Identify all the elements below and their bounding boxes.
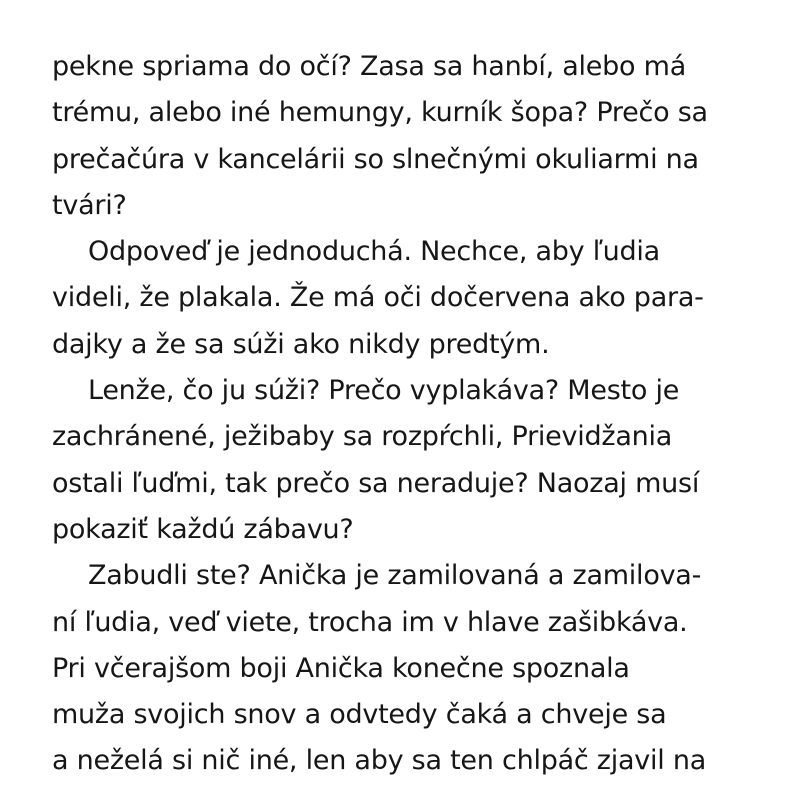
paragraph-first-line: Zabudli ste? Anička je zamilovaná a zamilova- <box>88 560 702 592</box>
text-line: ostali ľuďmi, tak prečo sa neraduje? Naozaj musí <box>52 467 700 499</box>
body-text <box>52 44 772 785</box>
text-line: pokaziť každú zábavu? <box>52 513 354 545</box>
paragraph-first-line: Lenže, čo ju súži? Prečo vyplakáva? Mesto je <box>88 375 680 407</box>
text-line: prečačúra v kancelárii so slnečnými okuliarmi na <box>52 143 699 175</box>
text-line: muža svojich snov a odvtedy čaká a chveje sa <box>52 699 667 731</box>
text-line: ní ľudia, veď viete, trocha im v hlave zašibkáva. <box>52 606 688 638</box>
text-line: Pri včerajšom boji Anička konečne spoznala <box>52 652 630 684</box>
text-line: pekne spriama do očí? Zasa sa hanbí, alebo má <box>52 51 686 82</box>
text-line: zachránené, ježibaby sa rozpŕchli, Prievidžania <box>52 421 673 453</box>
text-line: trému, alebo iné hemungy, kurník šopa? Prečo sa <box>52 97 708 129</box>
paragraph-first-line: Odpoveď je jednoduchá. Nechce, aby ľudia <box>88 236 660 268</box>
text-line: tvári? <box>52 189 127 221</box>
text-line: videli, že plakala. Že má oči dočervena ako para- <box>52 282 704 314</box>
text-line: a neželá si nič iné, len aby sa ten chlpáč zjavil na <box>52 745 706 777</box>
text-line: dajky a že sa súži ako nikdy predtým. <box>52 328 550 360</box>
